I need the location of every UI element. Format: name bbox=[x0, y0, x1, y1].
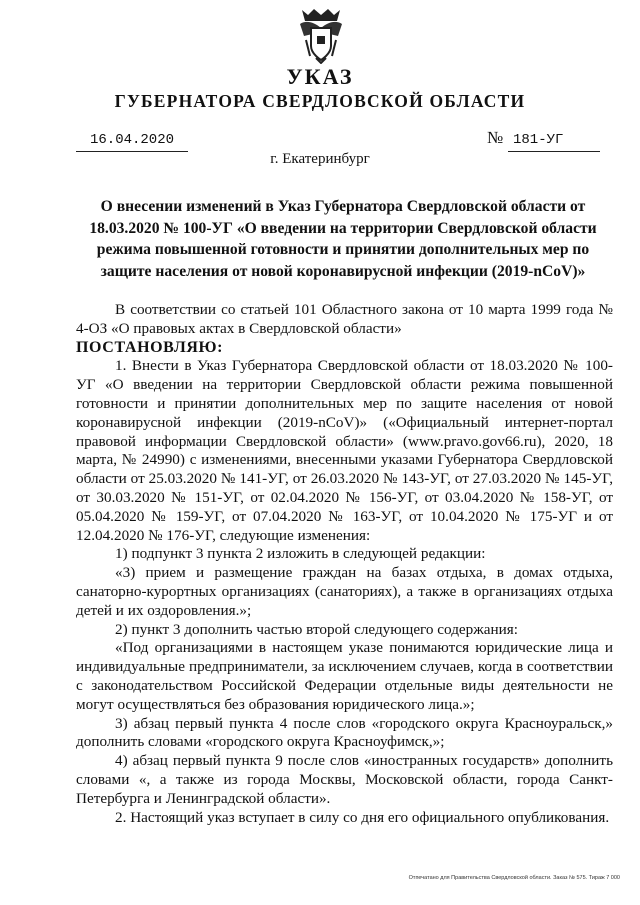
paragraph-1: 1. Внести в Указ Губернатора Свердловской области от 18.03.2020 № 100-УГ «О введении на территории Свердловской области режима повышенной готовности и принятии дополнительных мер по защите населения от новой коронавирусной инфекции (2019-nCoV)» («Официальный интернет-портал правовой информации Свердловской области» (www.pravo.gov66.ru), 2020, 18 марта, № 24990) с изменениями, внесенными указами Губернатора Свердловской области от 25.03.2020 № 141-УГ, от 26.03.2020 № 143-УГ, от 27.03.2020 № 145-УГ, от 30.03.2020 № 151-УГ, от 02.04.2020 № 156-УГ, от 03.04.2020 № 158-УГ, от 05.04.2020 № 159-УГ, от 07.04.2020 № 163-УГ, от 10.04.2020 № 175-УГ и от 12.04.2020 № 176-УГ, следующие изменения: bbox=[76, 357, 613, 544]
intro-paragraph: В соответствии со статьей 101 Областного закона от 10 марта 1999 года № 4-ОЗ «О правовых актах в Свердловской области» bbox=[76, 301, 613, 337]
coat-of-arms-icon bbox=[296, 6, 346, 64]
document-subtitle: ГУБЕРНАТОРА СВЕРДЛОВСКОЙ ОБЛАСТИ bbox=[114, 91, 526, 111]
print-footer: Отпечатано для Правительства Свердловской области. Заказ № 575. Тираж 7 000 bbox=[408, 875, 620, 881]
paragraph-2: 2. Настоящий указ вступает в силу со дня его официального опубликования. bbox=[115, 808, 610, 826]
subparagraph-3: 3) абзац первый пункта 4 после слов «городского округа Красноуральск,» дополнить словами «городского округа Красноуфимск,»; bbox=[76, 714, 613, 751]
city: г. Екатеринбург bbox=[270, 151, 370, 167]
decree-heading: О внесении изменений в Указ Губернатора Свердловской области от 18.03.2020 № 100-УГ «О введении на территории Свердловской области режима повышенной готовности и принятии дополнительных мер по защите населения от новой коронавирусной инфекции (2019-nCoV)» bbox=[89, 198, 597, 280]
subparagraph-2: 2) пункт 3 дополнить частью второй следующего содержания: bbox=[115, 620, 518, 638]
document-title: УКАЗ bbox=[286, 64, 354, 89]
number-label: № bbox=[487, 128, 504, 147]
subparagraph-4: 4) абзац первый пункта 9 после слов «иностранных государств» дополнить словами «, а также из города Москвы, Московской области, города Санкт-Петербурга и Ленинградской области». bbox=[76, 752, 613, 807]
subparagraph-2-quote: «Под организациями в настоящем указе понимаются юридические лица и индивидуальные предприниматели, за исключением случаев, когда в соответствии с законодательством Российской Федерации отдельные виды деятельности не могут осуществляться без образования юридического лица.»; bbox=[76, 639, 613, 713]
decree-body bbox=[76, 301, 613, 827]
decree-date: 16.04.2020 bbox=[90, 132, 175, 148]
resolve-word: ПОСТАНОВЛЯЮ: bbox=[76, 338, 224, 356]
subparagraph-1: 1) подпункт 3 пункта 2 изложить в следующей редакции: bbox=[115, 545, 486, 563]
decree-number: 181-УГ bbox=[513, 132, 564, 148]
subparagraph-1-quote: «3) прием и размещение граждан на базах отдыха, в домах отдыха, санаторно-курортных организациях (санаториях), а также в организациях отдыха детей и их оздоровления.»; bbox=[76, 564, 613, 619]
